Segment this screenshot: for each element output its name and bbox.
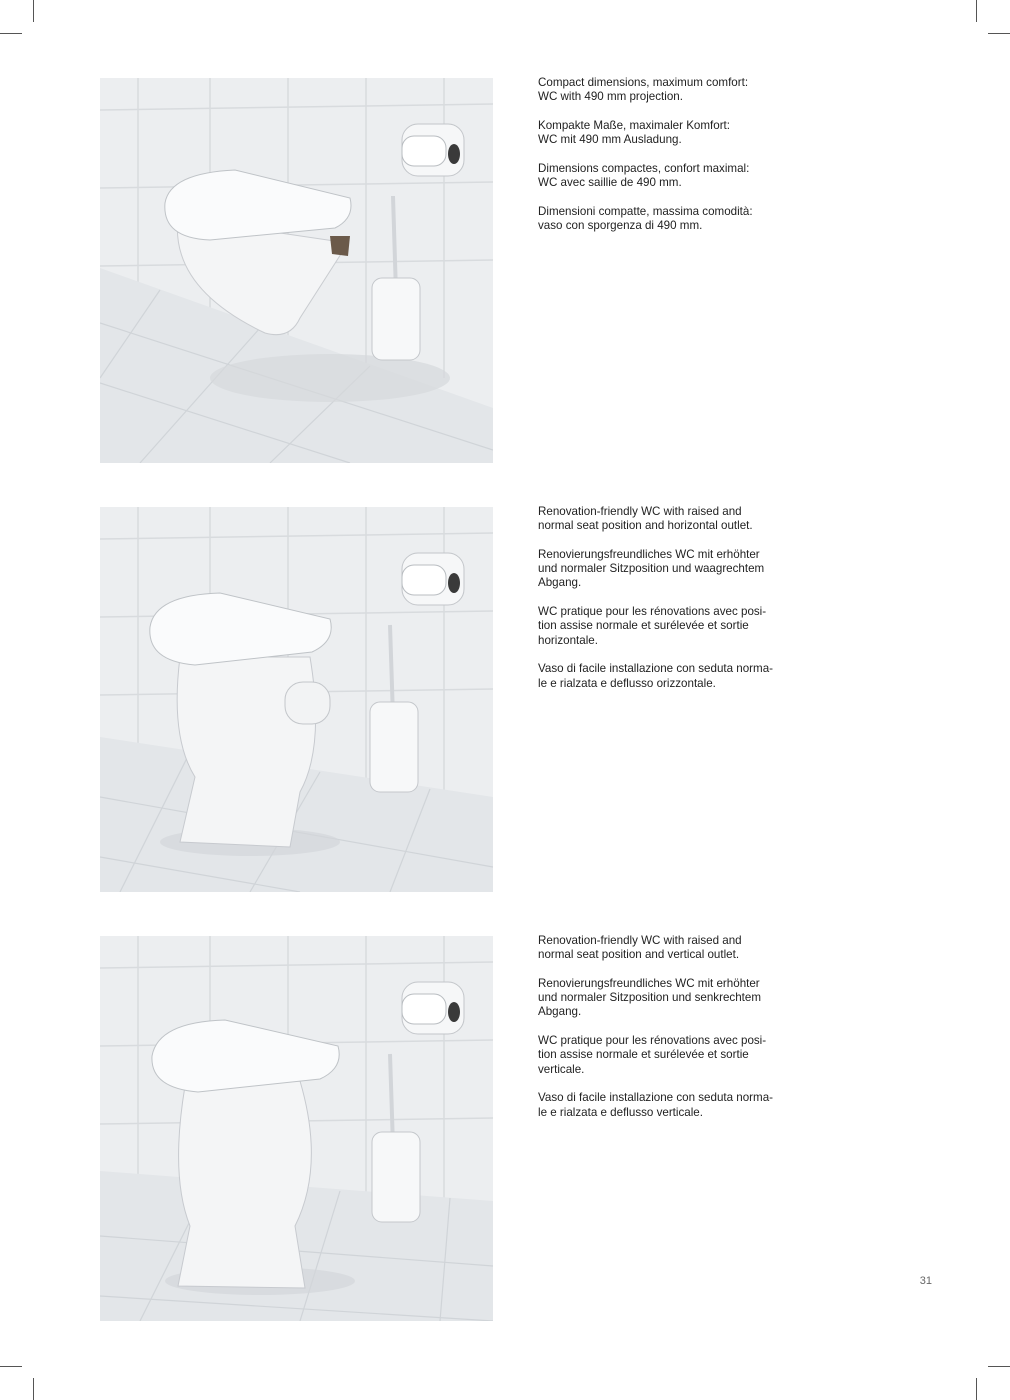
crop-mark-top-left-h	[0, 33, 22, 34]
crop-mark-bottom-right-v	[976, 1378, 977, 1400]
floor-wc-vertical-outlet-photo	[100, 936, 493, 1321]
paragraph-en: Renovation-friendly WC with raised and normal seat position and horizontal outlet.	[538, 505, 753, 533]
paragraph-de: Renovierungsfreundliches WC mit erhöhter und normaler Sitzposition und waagrechtem Abgang.	[538, 547, 765, 590]
paragraph-en: Compact dimensions, maximum comfort: WC with 490 mm projection.	[538, 76, 749, 104]
crop-mark-top-right-h	[988, 33, 1010, 34]
wall-hung-wc-photo	[100, 78, 493, 463]
paragraph-it: Vaso di facile installazione con seduta norma- le e rialzata e deflusso verticale.	[538, 1091, 774, 1119]
floor-wc-horizontal-outlet-photo	[100, 507, 493, 892]
paragraph-it: Vaso di facile installazione con seduta norma- le e rialzata e deflusso orizzontale.	[538, 662, 774, 690]
paragraph-fr: Dimensions compactes, confort maximal: WC avec saillie de 490 mm.	[538, 161, 750, 190]
text-block-wall-hung-wc	[538, 76, 788, 248]
paragraph-en: Renovation-friendly WC with raised and normal seat position and vertical outlet.	[538, 934, 742, 962]
page-number: 31	[919, 1275, 932, 1287]
paragraph-fr: WC pratique pour les rénovations avec posi- tion assise normale et surélevée et sortie verticale.	[538, 1034, 767, 1076]
paragraph-fr: WC pratique pour les rénovations avec posi- tion assise normale et surélevée et sortie horizontale.	[538, 605, 767, 647]
crop-mark-bottom-left-h	[0, 1366, 22, 1367]
paragraph-de: Renovierungsfreundliches WC mit erhöhter und normaler Sitzposition und senkrechtem Abgang.	[538, 976, 761, 1019]
text-block-vertical-outlet-wc	[538, 934, 788, 1134]
paragraph-it: Dimensioni compatte, massima comodità: vaso con sporgenza di 490 mm.	[538, 204, 753, 232]
crop-mark-bottom-right-h	[988, 1366, 1010, 1367]
crop-mark-bottom-left-v	[33, 1378, 34, 1400]
text-block-horizontal-outlet-wc	[538, 505, 788, 705]
crop-mark-top-right-v	[976, 0, 977, 22]
crop-mark-top-left-v	[33, 0, 34, 22]
paragraph-de: Kompakte Maße, maximaler Komfort: WC mit 490 mm Ausladung.	[538, 118, 730, 147]
